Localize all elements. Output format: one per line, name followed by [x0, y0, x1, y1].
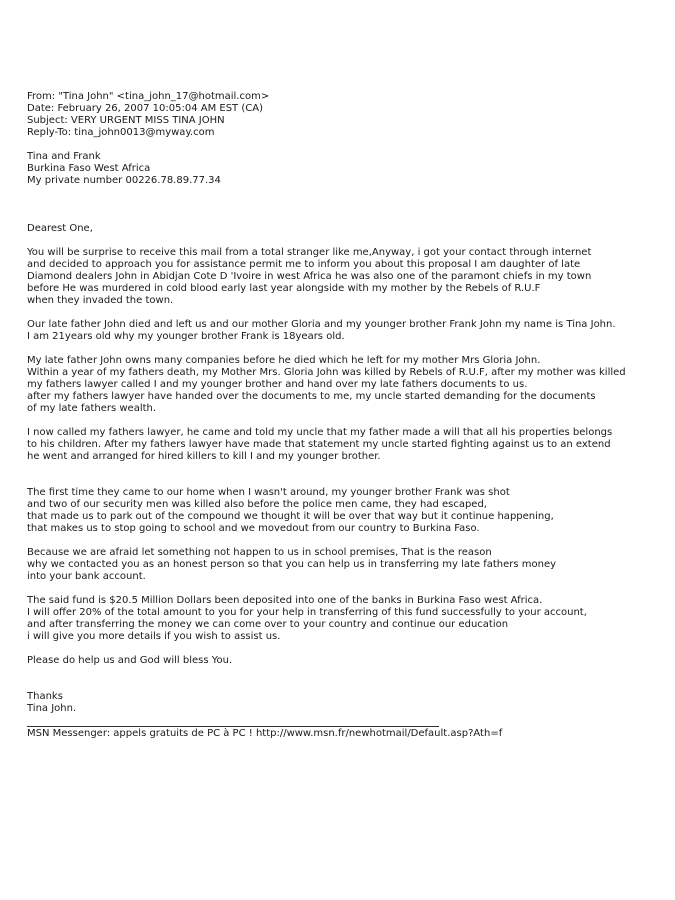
paragraph-attack [27, 487, 657, 535]
body-line: he went and arranged for hired killers to kill I and my younger brother. [27, 451, 381, 462]
footer [27, 728, 657, 740]
paragraph-family [27, 319, 657, 343]
body-line: The said fund is $20.5 Million Dollars been deposited into one of the banks in Burkina Faso west Africa. [27, 595, 543, 606]
paragraph-reason [27, 547, 657, 583]
body-line: The first time they came to our home when I wasn't around, my younger brother Frank was shot [27, 487, 510, 498]
body-line: My late father John owns many companies before he died which he left for my mother Mrs Gloria John. [27, 355, 541, 366]
body-line: why we contacted you as an honest person so that you can help us in transferring my late fathers money [27, 559, 557, 570]
paragraph-fund [27, 595, 657, 643]
body-line: after my fathers lawyer have handed over the documents to me, my uncle started demanding for the documents [27, 391, 596, 402]
paragraph-closing [27, 655, 657, 667]
signoff-thanks: Thanks [27, 691, 63, 702]
signoff-name: Tina John. [27, 703, 77, 714]
body-line: into your bank account. [27, 571, 146, 582]
sender-names: Tina and Frank [27, 151, 101, 162]
body-line: of my late fathers wealth. [27, 403, 157, 414]
body-line: Because we are afraid let something not happen to us in school premises, That is the reason [27, 547, 492, 558]
body-line: and after transferring the money we can come over to your country and continue our education [27, 619, 509, 630]
paragraph-companies [27, 355, 657, 415]
body-line: that makes us to stop going to school and we movedout from our country to Burkina Faso. [27, 523, 480, 534]
body-line: before He was murdered in cold blood early last year alongside with my mother by the Rebels of R.U.F [27, 283, 541, 294]
body-line: my fathers lawyer called I and my younger brother and hand over my late fathers documents to us. [27, 379, 528, 390]
footer-divider [27, 726, 439, 727]
body-line: You will be surprise to receive this mail from a total stranger like me,Anyway, i got your contact through internet [27, 247, 592, 258]
msn-messenger-ad: MSN Messenger: appels gratuits de PC à PC ! http://www.msn.fr/newhotmail/Default.asp?Ath=f [27, 728, 503, 739]
body-line: I am 21years old why my younger brother Frank is 18years old. [27, 331, 345, 342]
body-line: Our late father John died and left us and our mother Gloria and my younger brother Frank John my name is Tina John. [27, 319, 616, 330]
greeting [27, 223, 657, 235]
signoff [27, 691, 657, 715]
greeting-text: Dearest One, [27, 223, 93, 234]
body-line: I now called my fathers lawyer, he came and told my uncle that my father made a will that all his properties belongs [27, 427, 613, 438]
body-line: and decided to approach you for assistance permit me to inform you about this proposal I am daughter of late [27, 259, 581, 270]
body-line: and two of our security men was killed also before the police men came, they had escaped, [27, 499, 487, 510]
date-line: Date: February 26, 2007 10:05:04 AM EST (CA) [27, 103, 263, 114]
paragraph-intro [27, 247, 657, 307]
sender-info [27, 151, 657, 187]
paragraph-lawyer [27, 427, 657, 463]
body-line: to his children. After my fathers lawyer have made that statement my uncle started fighting against us to an extend [27, 439, 611, 450]
body-line: Within a year of my fathers death, my Mother Mrs. Gloria John was killed by Rebels of R.U.F, after my mother was killed [27, 367, 626, 378]
body-line: when they invaded the town. [27, 295, 174, 306]
email-document [27, 91, 657, 740]
reply-to-line: Reply-To: tina_john0013@myway.com [27, 127, 215, 138]
body-line: that made us to park out of the compound we thought it will be over that way but it continue happening, [27, 511, 554, 522]
sender-location: Burkina Faso West Africa [27, 163, 151, 174]
body-line: i will give you more details if you wish to assist us. [27, 631, 281, 642]
body-line: Please do help us and God will bless You. [27, 655, 233, 666]
email-header [27, 91, 657, 139]
body-line: Diamond dealers John in Abidjan Cote D 'Ivoire in west Africa he was also one of the paramont chiefs in my town [27, 271, 592, 282]
from-line: From: "Tina John" <tina_john_17@hotmail.com> [27, 91, 270, 102]
sender-phone: My private number 00226.78.89.77.34 [27, 175, 221, 186]
body-line: I will offer 20% of the total amount to you for your help in transferring of this fund successfully to your account, [27, 607, 587, 618]
subject-line: Subject: VERY URGENT MISS TINA JOHN [27, 115, 225, 126]
